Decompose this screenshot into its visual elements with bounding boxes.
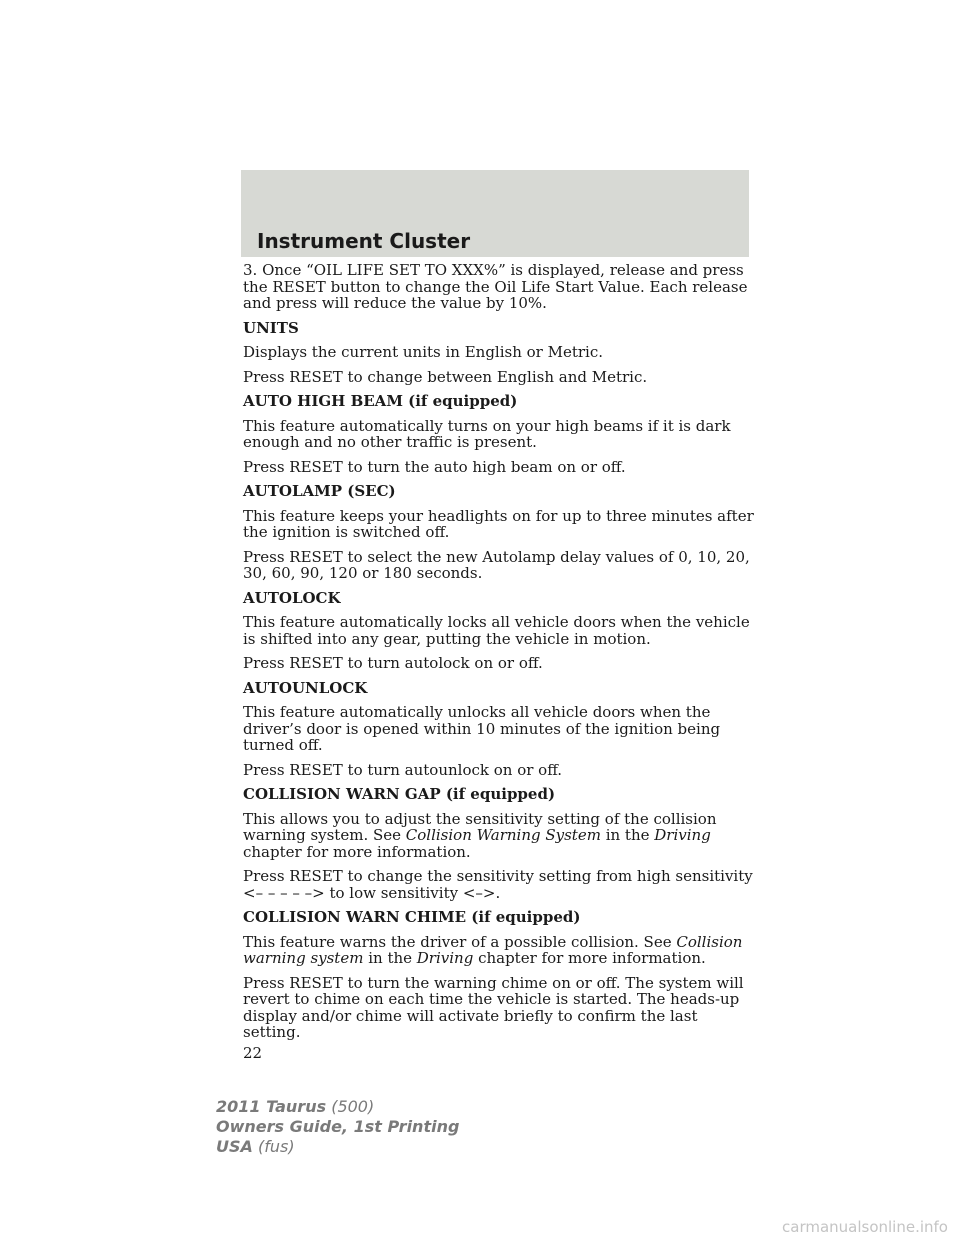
print-footer (216, 1097, 459, 1157)
section-heading: AUTOUNLOCK (243, 678, 368, 697)
body-paragraph: 3. Once “OIL LIFE SET TO XXX%” is displayed, release and press the RESET button to change the Oil Life Start Value. Each release and press will reduce the value by 10%. (243, 261, 748, 312)
section-heading: UNITS (243, 318, 299, 337)
paragraph-text: in the (363, 949, 417, 967)
footer-line-model: 2011 Taurus (500) (216, 1097, 375, 1116)
body-paragraph: This feature automatically locks all vehicle doors when the vehicle is shifted into any gear, putting the vehicle in motion. (243, 613, 750, 648)
section-title: Instrument Cluster (257, 229, 471, 253)
section-heading: COLLISION WARN CHIME (if equipped) (243, 908, 581, 926)
section-header-band (241, 170, 749, 257)
paragraph-text: chapter for more information. (243, 842, 471, 861)
paragraph-text: This allows you to adjust the sensitivity setting of the collision warning system. See (243, 809, 717, 844)
body-paragraph: This feature automatically turns on your high beams if it is dark enough and no other traffic is present. (243, 416, 731, 451)
cross-reference: Driving (416, 949, 474, 967)
body-paragraph: Displays the current units in English or Metric. (243, 343, 604, 361)
body-paragraph: Press RESET to turn autolock on or off. (243, 654, 543, 672)
footer-line-printing: Owners Guide, 1st Printing (216, 1117, 460, 1136)
paragraph-text: This feature warns the driver of a possible collision. See (243, 932, 677, 951)
section-heading: AUTOLOCK (243, 588, 341, 607)
cross-reference: Collision Warning System (405, 826, 601, 844)
body-paragraph: Press RESET to change the sensitivity setting from high sensitivity <– – – – –> to low sensitivity <–>. (243, 867, 753, 902)
paragraph-text: chapter for more information. (473, 949, 706, 967)
cross-reference: Collision warning system (243, 932, 743, 967)
body-paragraph: This feature keeps your headlights on for up to three minutes after the ignition is switched off. (243, 506, 754, 541)
cross-reference: Driving (654, 826, 711, 844)
section-heading: AUTOLAMP (SEC) (243, 482, 396, 500)
body-paragraph: Press RESET to select the new Autolamp delay values of 0, 10, 20, 30, 60, 90, 120 or 180 seconds. (243, 547, 750, 582)
section-heading: AUTO HIGH BEAM (if equipped) (243, 392, 518, 410)
section-heading: COLLISION WARN GAP (if equipped) (243, 785, 556, 803)
page-number: 22 (243, 1043, 263, 1062)
body-paragraph: This feature automatically unlocks all vehicle doors when the driver’s door is opened within 10 minutes of the ignition being turned off. (243, 703, 721, 754)
body-paragraph: Press RESET to turn autounlock on or off. (243, 760, 563, 779)
body-paragraph: Press RESET to turn the auto high beam on or off. (243, 457, 626, 476)
body-paragraph: Press RESET to turn the warning chime on or off. The system will revert to chime on each time the vehicle is started. The heads-up display and/or chime will activate briefly to confirm the last setting. (243, 973, 744, 1041)
body-paragraph (243, 934, 759, 967)
watermark-text: carmanualsonline.info (782, 1218, 948, 1236)
footer-line-region: USA (fus) (216, 1137, 295, 1156)
body-paragraph (243, 811, 759, 861)
manual-page-content (243, 262, 759, 1061)
paragraph-text: in the (600, 826, 655, 844)
body-paragraph: Press RESET to change between English and Metric. (243, 367, 648, 386)
